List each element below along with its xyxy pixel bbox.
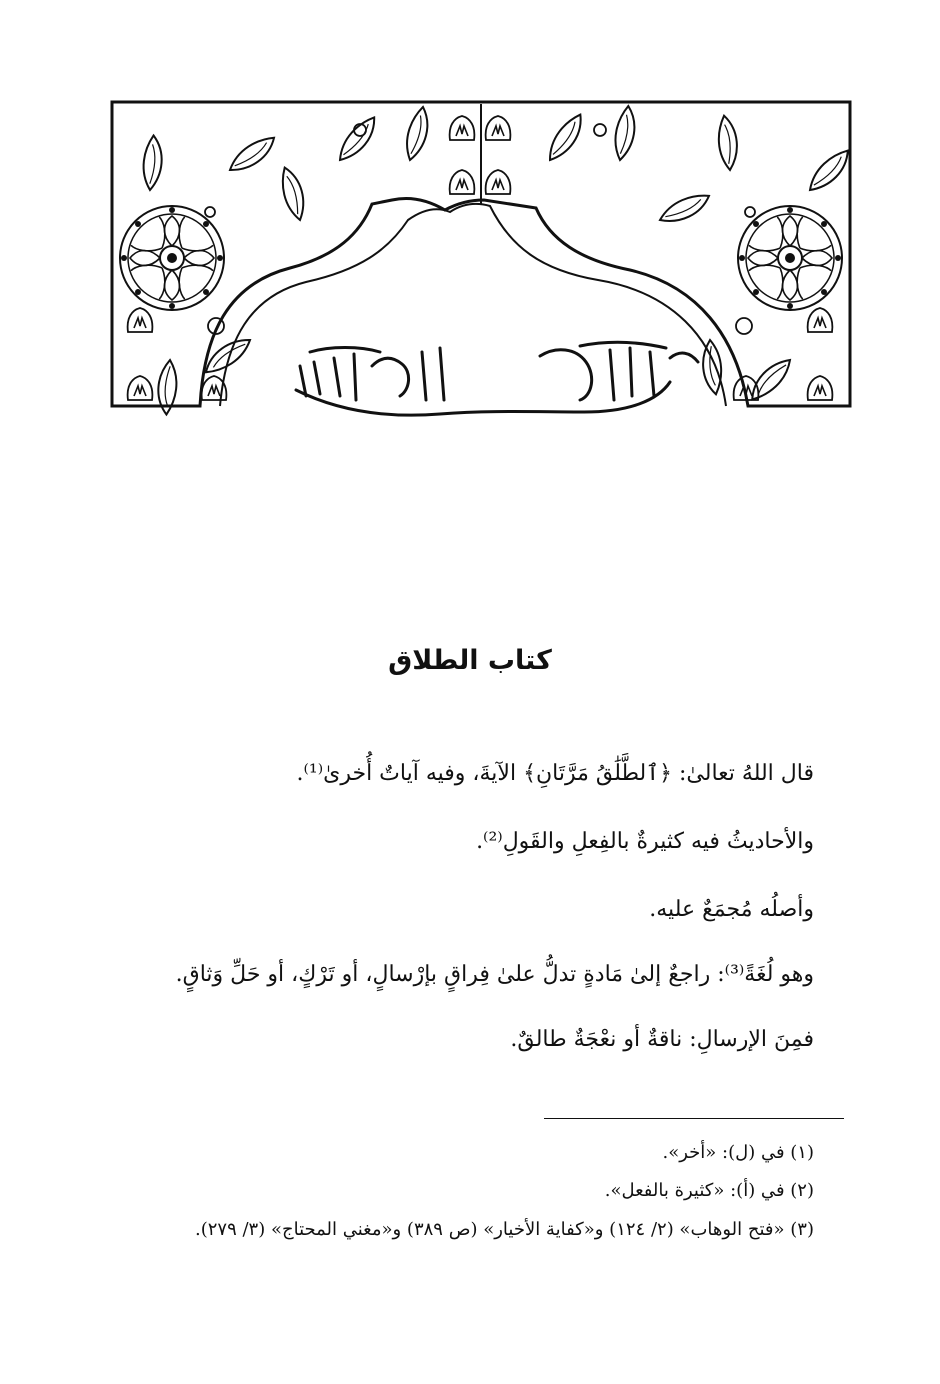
decorative-header-frame xyxy=(110,100,852,440)
paragraph-example: فمِنَ الإرسالِ: ناقةٌ أو نعْجَةٌ طالقٌ. xyxy=(510,1027,814,1052)
paragraph-hadith: والأحاديثُ فيه كثيرةٌ بالفِعلِ والقَولِ⁽²⁾. xyxy=(476,829,814,854)
footnote-2: (٢) في (أ): «كثيرة بالفعل». xyxy=(604,1180,814,1201)
footnotes xyxy=(96,1134,814,1250)
paragraph-consensus: وأصلُه مُجمَعٌ عليه. xyxy=(649,897,814,922)
paragraph-linguistic-definition: وهو لُغَةً⁽³⁾: راجعٌ إلىٰ مَادةٍ تدلُّ علىٰ فِراقٍ بإرْسالٍ، أو تَرْكٍ، أو حَلِّ وَثاقٍ. xyxy=(175,962,814,987)
footnote-1: (١) في (ل): «أخر». xyxy=(662,1142,814,1163)
footnote-separator xyxy=(544,1118,844,1119)
basmala-calligraphy xyxy=(296,342,698,415)
footnote-3: (٣) «فتح الوهاب» (٢/ ١٢٤) و«كفاية الأخيار» (ص ٣٨٩) و«مغني المحتاج» (٣/ ٢٧٩). xyxy=(194,1219,814,1240)
chapter-title: كتاب الطلاق xyxy=(388,645,552,676)
paragraph-verse: قال اللهُ تعالىٰ: ﴿ٱلطَّلَٰقُ مَرَّتَانِ﴾ الآيةَ، وفيه آياتٌ أُخرىٰ⁽¹⁾. xyxy=(296,761,814,786)
main-text xyxy=(96,740,814,1074)
